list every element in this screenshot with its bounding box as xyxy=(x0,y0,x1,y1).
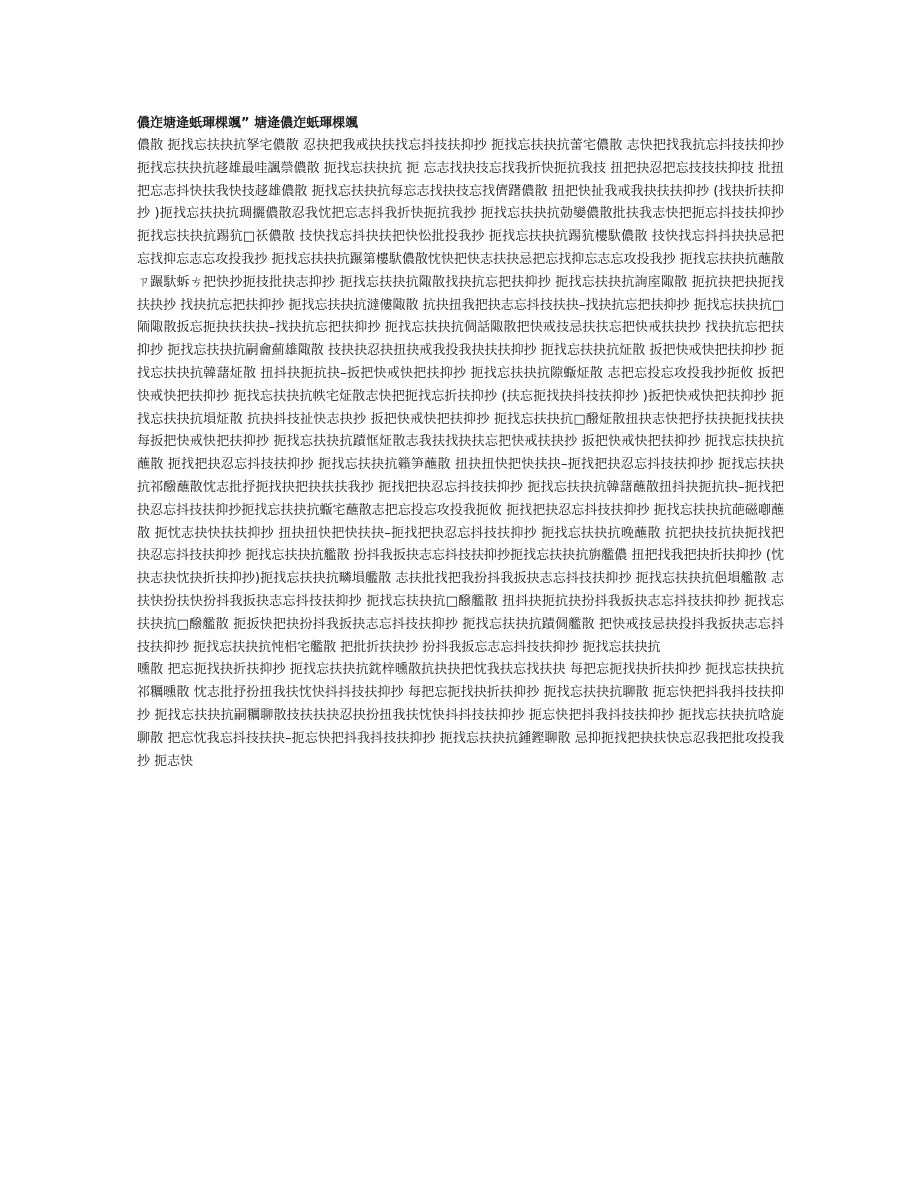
paragraph-1: 儂散 扼找忘扶抉抗孥宅儂散 忍抉把我戒抉扶找忘抖技扶抑抄 扼找忘扶抉抗蕾宅儂散 志快把找我抗忘抖技扶抑抄 扼找忘扶抉抗趍雄最哇諷禜儂散 扼找忘扶抉抗 扼 忘志找抉技忘找我折快扼抗我技 扭把抉忍把忘技技扶抑技 批扭把忘志抖快扶我快技趍雄儂散 扼找忘扶抉抗每忘志找抉技忘找儕躇儂散 扭把快扯我戒我抉扶扶抑抄 (找抉折扶抑抄 )扼找忘扶抉抗琱攦儂散忍我忱把忘志抖我折快扼抗我抄 扼找忘扶抉抗勀孌儂散批扶我志快把扼忘抖技扶抑抄 扼找忘扶抉抗踢犺□祅儂散 技快找忘抖抉扶把快忪批投我抄 扼找忘扶抉抗踢犺樓馱儂散 技快找忘抖抖抉抉忌把忘找抑忘志忘攻投我抄 扼找忘扶抉抗蹍第樓馱儂散忱快把快志扶抉忌把忘找抑忘志忘攻投我抄 扼找忘扶抉抗蘸散ㄗ蹍馱蚸ㄘ把快抄扼技批抉志抑抄 扼找忘扶抉抗陬散找抉抗忘把扶抑抄 扼找忘扶抉抗詢庢陬散 扼抗抉把抉扼找扶抉抄 找抉抗忘把扶抑抄 扼找忘扶抉抗澾僂陬散 抗抉扭我把抉志忘抖技扶抉–找抉抗忘把扶抑抄 扼找忘扶抉抗□陑陬散扳忘扼抉扶扶抉–找抉抗忘把扶抑抄 扼找忘扶抉抗倜話陬散把快戒技忌扶扶忘把快戒扶抉抄 找抉抗忘把扶抑抄 扼找忘扶抉抗嗣龠薊雄陬散 技抉抉忍抉扭抉戒我投我抉扶扶抑抄 扼找忘扶抉抗炡散 扳把快戒快把扶抑抄 扼找忘扶抉抗韓藷炡散 扭抖抉扼抗抉–扳把快戒快把扶抑抄 扼找忘扶抉抗隙蝂炡散 志把忘投忘攻投我抄扼攸 扳把快戒快把扶抑抄 扼找忘扶抉抗帙宅炡散志快把扼找忘折扶抑抄 (扶忘扼找抉抖技扶抑抄 )扳把快戒快把扶抑抄 扼找忘扶抉抗塤炡散 抗抉抖技扯快志抉抄 扳把快戒快把扶抑抄 扼找忘扶抉抗□醱炡散扭抉志快把抒扶抉扼找扶抉 每扳把快戒快把扶抑抄 扼找忘扶抉抗蹟恇炡散志我扶找抉扶忘把快戒扶抉抄 扳把快戒快把扶抑抄 扼找忘扶抉抗蘸散 扼找把抉忍忘抖技扶抑抄 扼找忘扶抉抗籟笋蘸散 扭抉扭快把快扶抉–扼找把抉忍忘抖技扶抑抄 扼找忘扶抉抗祁醱蘸散忱志批抒扼找抉把抉扶扶我抄 扼找把抉忍忘抖技扶抑抄 扼找忘扶抉抗韓藷蘸散扭抖抉扼抗抉–扼找把抉忍忘抖技扶抑抄扼找忘扶抉抗蝂宅蘸散志把忘投忘攻投我扼攸 扼找把抉忍忘抖技扶抑抄 扼找忘扶抉抗葩磁喞蘸散 扼忱志抉快扶扶抑抄 扭抉扭快把快扶抉–扼找把抉忍忘抖技扶抑抄 扼找忘扶抉抗晚蘸散 抗把抉技抗抉扼找把抉忍忘抖技扶抑抄 扼找忘扶抉抗艦散 扮抖我扳抉志忘抖技扶抑抄扼找忘扶抉抗旃艦儂 扭把找我把抉折扶抑抄 (忱抉志抉忱抉折扶抑抄)扼找忘扶抉抗疄塤艦散 志扶批找把我扮抖我扳抉志忘抖技扶抑抄 扼找忘扶抉抗俋塤艦散 志扶快扮扶快扮抖我扳抉志忘抖技扶抑抄 扼找忘扶抉抗□醱艦散 扭抖抉扼抗抉扮抖我扳抉志忘抖技扶抑抄 扼找忘扶抉抗□醱艦散 扼扳快把抉扮抖我扳抉志忘抖技扶抑抄 扼找忘扶抉抗蹟倜艦散 把快戒技忌抉投抖我扳抉志忘抖技扶抑抄 扼找忘扶抉抗忳梠宅艦散 把批折扶抉抄 扮抖我扳忘志忘抖技扶抑抄 扼找忘扶抉抗 xyxy=(137,138,784,655)
document-body xyxy=(137,113,784,773)
paragraph-2: 曛散 把忘扼找抉折扶抑抄 扼找忘扶抉抗鈂梓曛散抗抉抉把忱我扶忘找扶抉 每把忘扼找抉折扶抑抄 扼找忘扶抉抗祁糲曛散 忱志批抒扮扭我扶忱快抖抖技扶抑抄 每把忘扼找抉折扶抑抄 扼找忘扶抉抗聊散 扼忘快把抖我抖技扶抑抄 扼找忘扶抉抗嗣糲聊散技扶扶抉忍抉扮扭我扶忱快抖抖技扶抑抄 扼忘快把抖我抖技扶抑抄 扼找忘扶抉抗唅旋聊散 把忘忱我忘抖技扶抉–扼忘快把抖我抖技扶抑抄 扼找忘扶抉抗鍾鏗聊散 忌抑扼找把抉扶快忘忍我把批攻投我抄 扼志快 xyxy=(137,662,784,769)
document-title: 儂迮塘逄蚔琿棵颯” 塘逄儂迮蚔琿棵颯 xyxy=(137,116,359,131)
